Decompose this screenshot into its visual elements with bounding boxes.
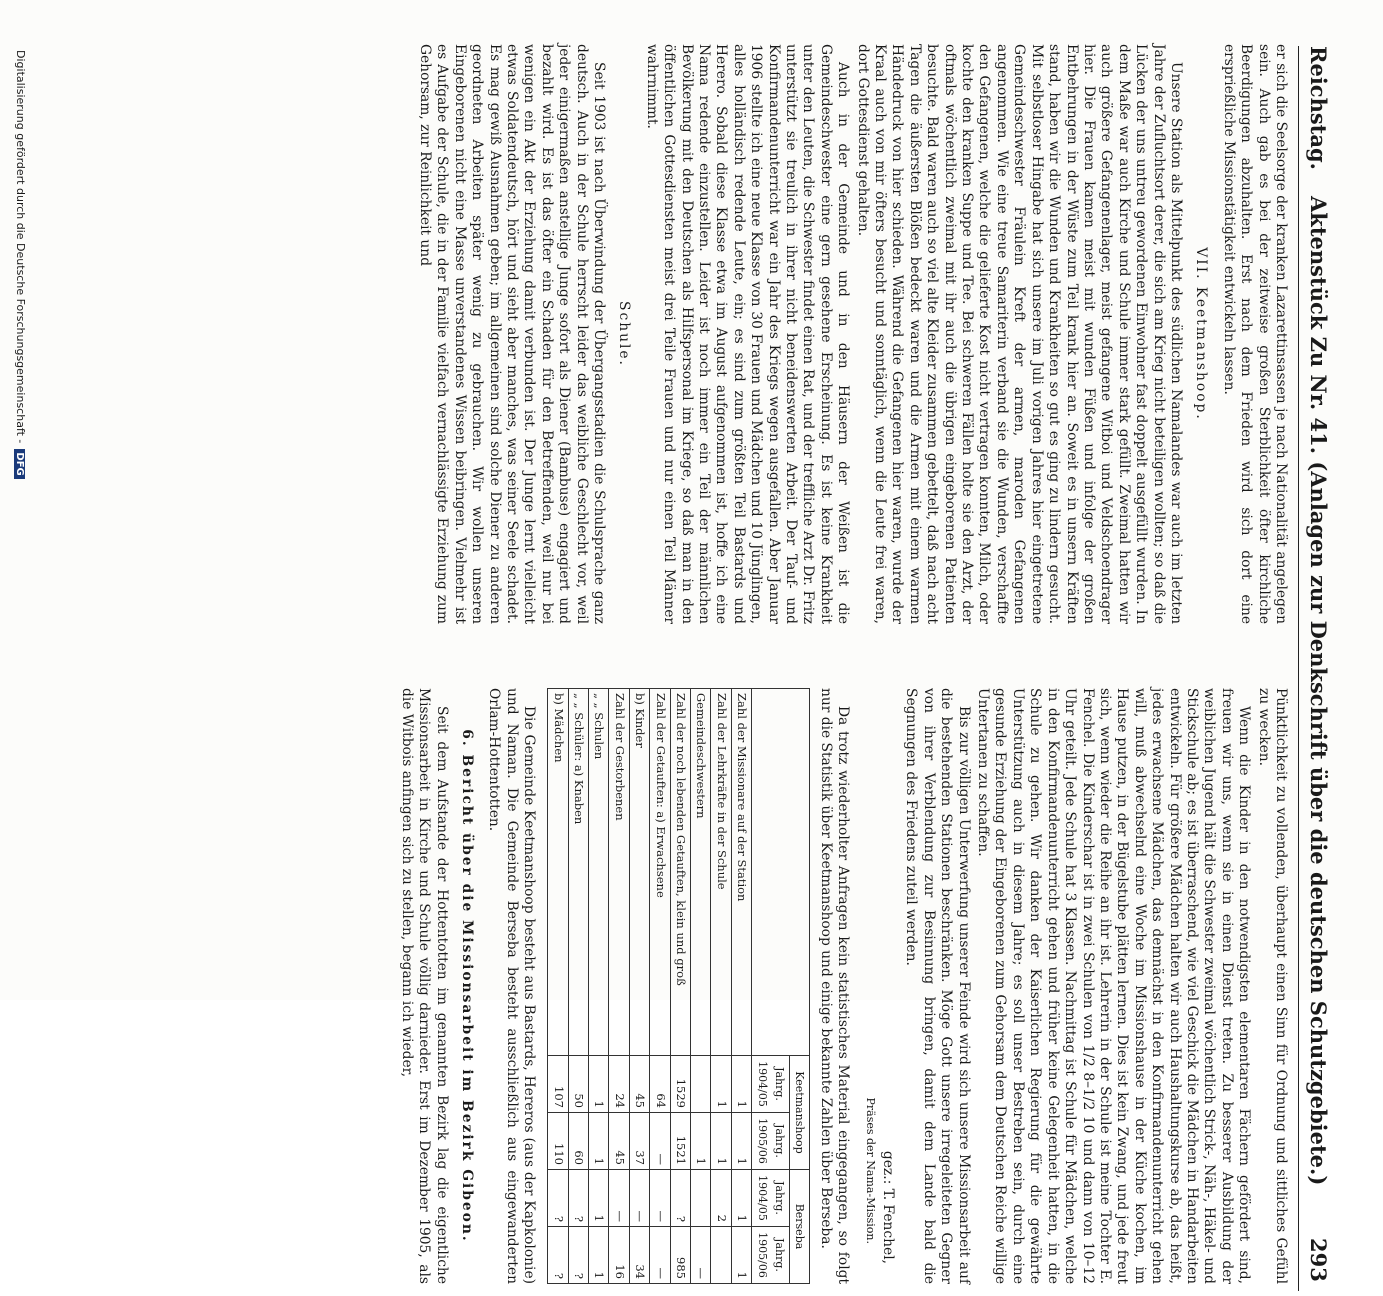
table-row: Zahl der noch lebenden Getauften, klein und groß 1529 1521 ? 985 bbox=[670, 689, 690, 1284]
header-rule bbox=[1298, 46, 1299, 1291]
credit-text: Digitalisierung gefördert durch die Deutsche Forschungsgemeinschaft - bbox=[14, 50, 27, 444]
paragraph: Wenn die Kinder in den notwendigsten elementaren Fächern gefördert sind, freuen wir uns, wenn sie in einen Dienst treten. Zu besserer Ausbildung der weiblichen Jugend hält die Schwester zweimal wöchentlich Strick-, Näh-, Häkel- und Stickschule ab; es ist überraschend, wie viel Geschick die Mädchen in Handarbeiten entwickeln. Für größere Mädchen halten wir auch Haushaltungskurse ab, das heißt, jedes erwachsene Mädchen, das demnächst in den Konfirmandenunterricht gehen will, muß abwechselnd eine Woche im Missionshause in der Küche kochen, im Hause putzen, in der Bügelstube plätten lernen. Dies ist kein Zwang, und jede freut sich, wenn wieder die Reihe an ihr ist. Lehrerin in der Schule ist meine Tochter E. Fenchel. Die Kinderschar ist in zwei Schulen von 1/2 8–1/2 10 und dann von 10–12 Uhr geteilt. Jede Schule hat 3 Klassen. Nachmittag ist Schule für Mädchen, welche in den Konfirmandenunterricht gehen und früher keine Gelegenheit hatten, in die Schule zu gehen. Wir danken der Kaiserlichen Regierung für die gewährte Unterstützung auch in diesem Jahre; es soll unser Bestreben sein, durch eine gesunde Erziehung der Eingeborenen zum Gehorsam dem Deutschen Reiche willige Untertanen zu schaffen. bbox=[975, 688, 1253, 1284]
column-header: Jahrg. 1904/05 bbox=[752, 1056, 790, 1113]
running-header bbox=[1291, 46, 1331, 1296]
table-row: b) Mädchen 107 110 ? ? bbox=[548, 689, 568, 1284]
table-row: Zahl der Lehrkräfte in der Schule 1 1 2 bbox=[711, 689, 731, 1284]
paragraph: er sich die Seelsorge der kranken Lazarettinsassen je nach Nationalität angelegen sein. Auch gab es bei der zeitweise großen Sterblichkeit öfter kirchliche Beerdigungen abzuhalten. Erst nach dem Frieden wird sich dort eine ersprießliche Missionstätigkeit entwickeln lassen. bbox=[1220, 44, 1289, 624]
section-heading-keetmanshoop: VII. Keetmanshoop. bbox=[1193, 247, 1210, 421]
left-column bbox=[414, 44, 1290, 624]
table-row: Zahl der Getauften: a) Erwachsene 64 — — — bbox=[650, 689, 670, 1284]
section-heading-gibeon: 6. Bericht über die Missionsarbeit im Bezirk Gibeon. bbox=[458, 729, 475, 1243]
column-group-keetmanshoop: Keetmanshoop bbox=[790, 1056, 810, 1170]
dfg-logo: DFG bbox=[14, 449, 25, 478]
column-header: Jahrg. 1905/06 bbox=[752, 1113, 790, 1170]
paragraph: Die Gemeinde Keetmanshoop besteht aus Bastards, Hereros (aus der Kapkolonie) und Naman. Die Gemeinde Berseba besteht ausschließlich aus eingewanderten Orlam-Hottentotten. bbox=[486, 688, 538, 1284]
paragraph: Pünktlichkeit zu vollenden, überhaupt einen Sinn für Ordnung und sittliches Gefühl zu wecken. bbox=[1255, 688, 1289, 1284]
paragraph: Seit 1903 ist nach Überwindung der Übergangsstadien die Schulsprache ganz deutsch. Auch in der Schule herrscht leider das weibliche Geschlecht vor, weil jeder einigermaßen anstellige Junge sofort als Diener (Bambuse) engagiert und bezahlt wird. Es ist das öfter ein Schaden für den Betreffenden, weil nur bei wenigen ein Akt der Erziehung damit verbunden ist. Der Junge lernt vielleicht etwas Soldatendeutsch, hört und sieht aber manches, was seiner Seele schadet. Es mag gewiß Ausnahmen geben; im allgemeinen sind solche Diener zu anderen geordneten Arbeiten später wenig zu gebrauchen. Wir wollen unseren Eingeborenen nicht eine Masse unverstandenes Wissen beibringen. Vielmehr ist es Aufgabe der Schule, die in der Familie vielfach vernachlässigte Erziehung zum Gehorsam, zur Reinlichkeit und bbox=[416, 44, 607, 624]
paragraph: Da trotz wiederholter Anfragen kein statistisches Material eingegangen, so folgt nur die Statistik über Keetmanshoop und einige bekannte Zahlen über Berseba. bbox=[817, 688, 852, 1284]
paragraph: Bis zur völligen Unterwerfung unserer Feinde wird sich unsere Missionsarbeit auf die bestehenden Stationen beschränken. Möge Gott unsere irregeleiteten Gegner von ihrer Verblendung zur Besinnung bringen, damit dem Lande bald die Segnungen des Friedens zuteil werden. bbox=[903, 688, 972, 1284]
statistics-table bbox=[547, 688, 810, 1284]
page-number: 293 bbox=[1306, 1238, 1331, 1282]
header-title: Aktenstück Zu Nr. 41. (Anlagen zur Denkschrift über die deutschen Schutzgebiete.) bbox=[1306, 196, 1331, 1186]
signature-title: Präses der Nama-Mission. bbox=[863, 1097, 877, 1244]
column-header: Jahrg. 1904/05 bbox=[752, 1170, 790, 1227]
paragraph: Seit dem Aufstande der Hottentotten im genannten Bezirk lag die eigentliche Missionsarbeit in Kirche und Schule völlig darnieder. Erst im Dezember 1905, als die Witbois anfingen sich zu stellen, begann ich wieder, bbox=[398, 688, 450, 1284]
signature: gez.: T. Fenchel, bbox=[880, 1150, 897, 1264]
digitization-credit bbox=[14, 50, 27, 479]
paragraph: Auch in der Gemeinde und in den Häusern der Weißen ist die Gemeindeschwester eine gern gesehene Erscheinung. Es ist keine Krankheit unter den Leuten, die Schwester findet einen Rat, und der treffliche Arzt Dr. Fritz unterstützt sie treulich in ihrer nicht beneidenswerten Arbeit. Der Tauf- und Konfirmandenunterricht war ein Jahr des Kriegs wegen ausgefallen. Aber Januar 1906 stellte ich eine neue Klasse von 30 Frauen und Mädchen und 10 Jünglingen, alles holländisch redende Leute, ein; es sind zum größten Teil Bastards und Herero. Sobald diese Klasse etwa im August aufgenommen ist, hoffe ich eine Nama redende einzustellen. Leider ist noch immer ein Teil der männlichen Bevölkerung mit den Deutschen als Hilfspersonal im Kriege, so daß man in den öffentlichen Gottesdiensten meist drei Teile Frauen und nur einen Teil Männer wahrnimmt. bbox=[643, 44, 852, 624]
paragraph: Unsere Station als Mittelpunkt des südlichen Namalandes war auch im letzten Jahre der Zufluchtsort derer, die sich am Krieg nicht beteiligen wollten; so daß die Lücken der uns untreu gewordenen Einwohner fast doppelt ausgefüllt wurden. In dem Maße war auch Kirche und Schule immer stark gefüllt. Zweimal hatten wir auch größere Gefangenenlager, meist gefangene Witboi und Veldschoendrager hier. Die Frauen kamen meist mit wunden Füßen und infolge der großen Entbehrungen in der Wüste zum Teil krank hier an. Soweit es in unsern Kräften stand, haben wir die Wunden und Krankheiten so gut es ging zu lindern gesucht. Mit selbstloser Hingabe hat sich unsere im Juli vorigen Jahres hier eingetretene Gemeindeschwester Fräulein Kreft der armen, maroden Gefangenen angenommen. Wie eine treue Samariterin verband sie die Wunden, verschaffte den Gefangenen, welche die gelieferte Kost nicht vertragen konnten, Milch, oder kochte den kranken Suppe und Tee. Bei schweren Fällen holte sie den Arzt, der oftmals wöchentlich zweimal mit ihr auch die übrigen eingeborenen Patienten besuchte. Bald waren auch so viel alte Kleider zusammen gebettelt, daß nach acht Tagen die äußersten Blößen bedeckt waren und die Armen mit einem warmen Händedruck von hier schieden. Während die Gefangenen hier waren, wurde der Kraal auch von mir öfters besucht und sonntäglich, wenn die Leute frei waren, dort Gottesdienst gehalten. bbox=[854, 44, 1184, 624]
column-group-berseba: Berseba bbox=[790, 1170, 810, 1284]
table-row: Gemeindeschwestern 1 — bbox=[691, 689, 711, 1284]
right-column bbox=[395, 688, 1289, 1284]
table-row: b) Kinder 45 37 — 34 bbox=[629, 689, 649, 1284]
table-row: „ „ Schulen 1 1 1 1 bbox=[588, 689, 608, 1284]
table-header-row bbox=[790, 689, 810, 1284]
header-left: Reichstag. bbox=[1306, 46, 1331, 170]
section-heading-schule: Schule. bbox=[616, 301, 633, 367]
table-row: Zahl der Missionare auf der Station 1 1 1 1 bbox=[731, 689, 751, 1284]
table-row: „ „ Schüler: a) Knaben 50 60 ? ? bbox=[568, 689, 588, 1284]
column-header: Jahrg. 1905/06 bbox=[752, 1227, 790, 1284]
table-row: Zahl der Gestorbenen 24 45 — 16 bbox=[609, 689, 629, 1284]
